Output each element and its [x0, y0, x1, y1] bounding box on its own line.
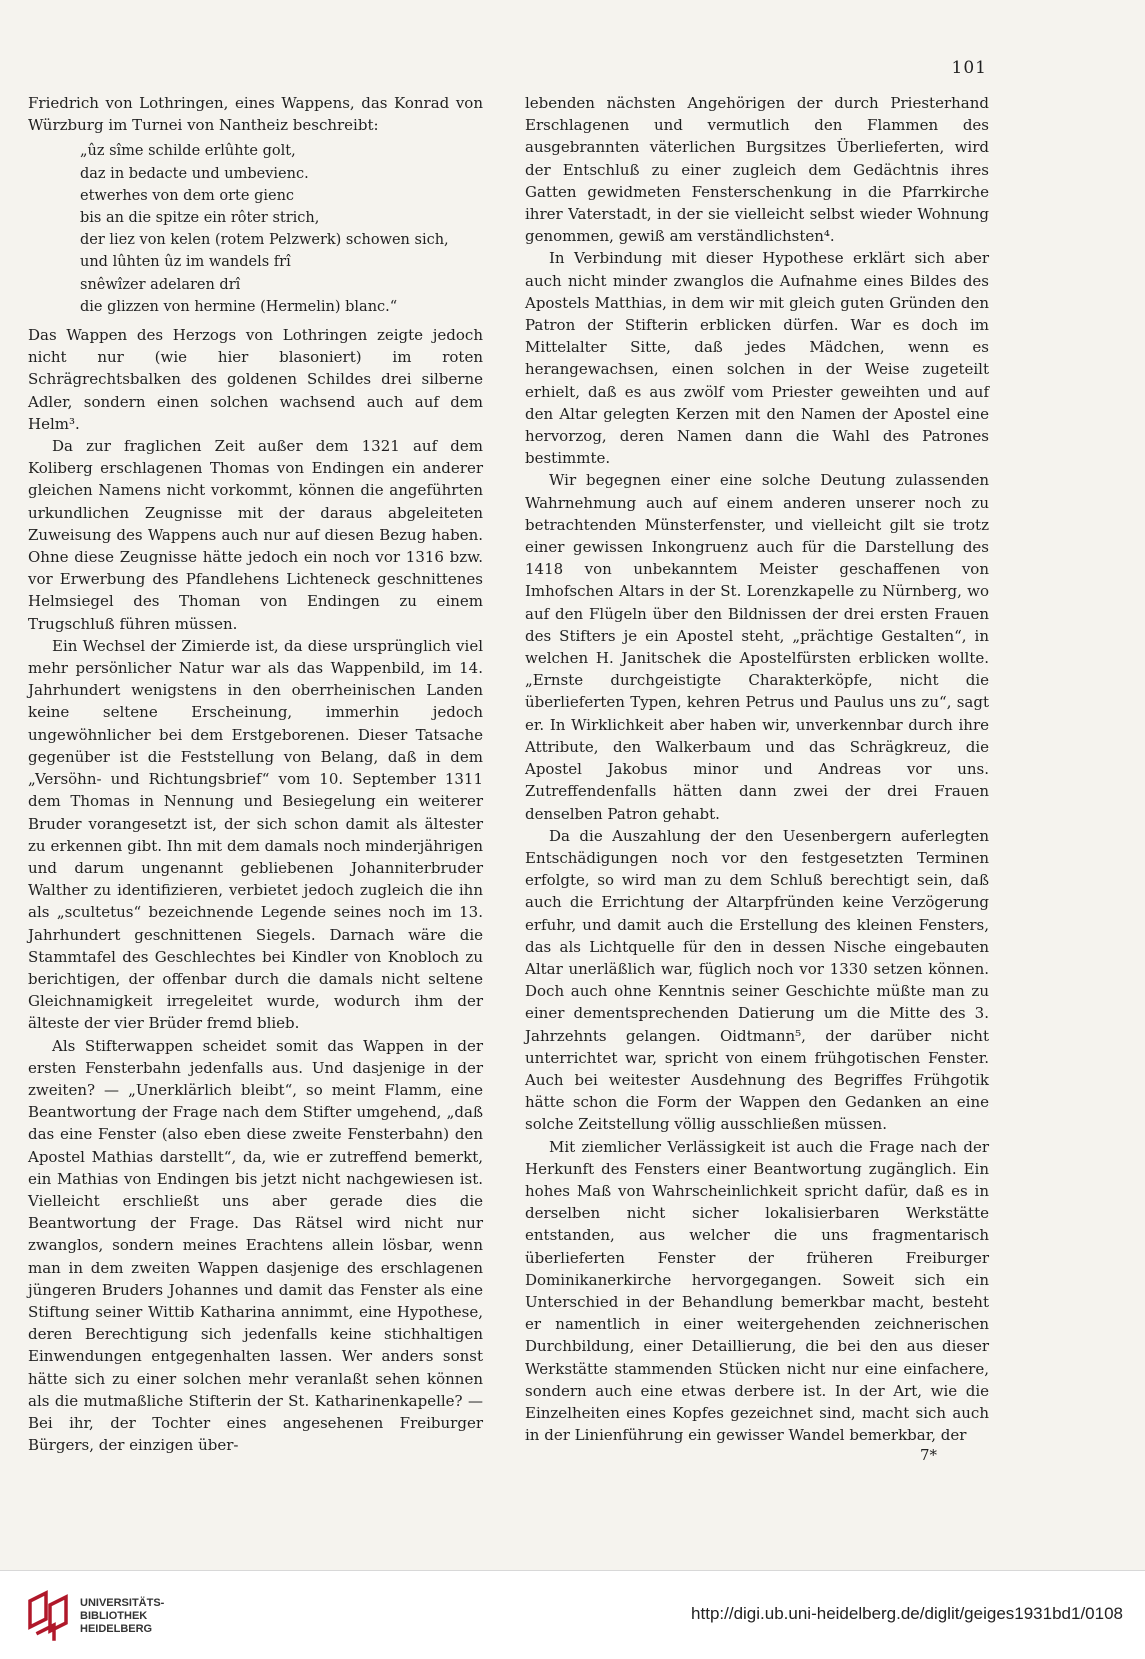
poem-line: daz in bedacte und umbevienc. — [80, 165, 309, 182]
footer-bar — [0, 1570, 1145, 1659]
poem-line: und lûhten ûz im wandels frî — [80, 254, 291, 271]
library-logo-icon — [26, 1589, 70, 1643]
logo-line: UNIVERSITÄTS- — [80, 1597, 165, 1609]
poem-line: etwerhes von dem orte gienc — [80, 187, 295, 204]
paragraph: Ein Wechsel der Zimierde ist, da diese ursprünglich viel mehr persönlicher Natur war als das Wappenbild, im 14. Jahrhundert wenigstens in den oberrheinischen Landen keine seltene Erscheinung, immerhin jedoch ungewöhnlicher bei dem Erstgeborenen. Dieser Tatsache gegenüber ist die Feststellung von Belang, daß in dem „Versöhn- und Richtungsbrief“ vom 10. September 1311 dem Thomas in Nennung und Besiegelung ein weiterer Bruder vorangesetzt ist, der sich schon damit als ältester zu erkennen gibt. Ihn mit dem damals noch minderjährigen und darum ungenannt gebliebenen Johanniterbruder Walther zu identifizieren, verbietet jedoch zugleich die ihn als „scultetus“ bezeichnende Legende seines noch im 13. Jahrhundert geschnittenen Siegels. Darnach wäre die Stammtafel des Geschlechtes bei Kindler von Knobloch zu berichtigen, der offenbar durch die damals nicht seltene Gleichnamigkeit irregeleitet wurde, wodurch ihm der älteste der vier Brüder fremd blieb. — [28, 636, 483, 1033]
paragraph: lebenden nächsten Angehörigen der durch Priesterhand Erschlagenen und vermutlich den Flammen des ausgebrannten väterlichen Burgsitzes Überlieferten, wird der Entschluß zu einer zugleich dem Gedächtnis ihres Gatten gewidmeten Fensterschenkung in die Pfarrkirche ihrer Vaterstadt, in der sie vielleicht selbst wieder Wohnung genommen, gewiß am verständlichsten⁴. — [525, 94, 989, 246]
poem-quote — [80, 140, 483, 318]
page-number: 101 — [951, 58, 987, 78]
paragraph: Mit ziemlicher Verlässigkeit ist auch die Frage nach der Herkunft des Fensters einer Beantwortung zugänglich. Ein hohes Maß von Wahrscheinlichkeit spricht dafür, daß es in derselben nicht sicher lokalisierbaren Werkstätte entstanden, aus welcher die uns fragmentarisch überlieferten Fenster der früheren Freiburger Dominikanerkirche hervorgegangen. Soweit sich ein Unterschied in der Behandlung bemerkbar macht, besteht er namentlich in einer weitergehenden zeichnerischen Durchbildung, einer Detaillierung, die bei den aus dieser Werkstätte stammenden Stücken nicht nur eine einfachere, sondern auch eine etwas derbere ist. In der Art, wie die Einzelheiten eines Kopfes gezeichnet sind, macht sich auch in der Linienführung ein gewisser Wandel bemerkbar, der — [525, 1137, 989, 1445]
signature-mark: 7* — [920, 1446, 938, 1464]
poem-line: der liez von kelen (rotem Pelzwerk) schowen sich, — [80, 232, 449, 249]
logo-line: HEIDELBERG — [80, 1623, 153, 1635]
poem-line: bis an die spitze ein rôter strich, — [80, 210, 320, 227]
paragraph: Da die Auszahlung der den Uesenbergern auferlegten Entschädigungen noch vor den festgesetzten Terminen erfolgte, so wird man zu dem Schluß berechtigt sein, daß auch die Errichtung der Altarpfründen keine Verzögerung erfuhr, und damit auch die Erstellung des kleinen Fensters, das als Lichtquelle für den in dessen Nische eingebauten Altar unerläßlich war, füglich noch vor 1330 setzen können. Doch auch ohne Kenntnis seiner Geschichte müßte man zu einer dementsprechenden Datierung um die Mitte des 3. Jahrzehnts gelangen. Oidtmann⁵, der darüber nicht unterrichtet war, spricht von einem frühgotischen Fenster. Auch bei weitester Ausdehnung des Begriffes Frühgotik hätte schon die Form der Wappen den Gedanken an eine solche Zeitstellung völlig ausschließen müssen. — [525, 826, 989, 1134]
right-column — [525, 92, 989, 1446]
left-column — [28, 92, 483, 1456]
paragraph: Das Wappen des Herzogs von Lothringen zeigte jedoch nicht nur (wie hier blasoniert) im roten Schrägrechtsbalken des goldenen Schildes drei silberne Adler, sondern einen solchen wachsend auch auf dem Helm³. — [28, 326, 483, 433]
paragraph: Da zur fraglichen Zeit außer dem 1321 auf dem Koliberg erschlagenen Thomas von Endingen ein anderer gleichen Namens nicht vorkommt, können die angeführten urkundlichen Zeugnisse mit der daraus abgeleiteten Zuweisung des Wappens auch nur auf diesen Bezug haben. Ohne diese Zeugnisse hätte jedoch ein noch vor 1316 bzw. vor Erwerbung des Pfandlehens Lichteneck geschnittenes Helmsiegel des Thoman von Endingen zu einem Trugschluß führen müssen. — [28, 437, 483, 633]
poem-line: snêwîzer adelaren drî — [80, 276, 241, 293]
paragraph: Friedrich von Lothringen, eines Wappens, das Konrad von Würzburg im Turnei von Nantheiz beschreibt: — [28, 94, 483, 135]
permalink-url[interactable]: http://digi.ub.uni-heidelberg.de/diglit/geiges1931bd1/0108 — [691, 1604, 1123, 1623]
library-logo-text — [80, 1597, 164, 1636]
poem-line: „ûz sîme schilde erlûhte golt, — [80, 143, 296, 160]
paragraph: Wir begegnen einer eine solche Deutung zulassenden Wahrnehmung auch auf einem anderen unserer noch zu betrachtenden Münsterfenster, und vielleicht gilt sie trotz einer gewissen Inkongruenz auch für die Darstellung des 1418 von unbekanntem Meister geschaffenen von Imhofschen Altars in der St. Lorenzkapelle zu Nürnberg, wo auf den Flügeln über den Bildnissen der drei ersten Frauen des Stifters je ein Apostel steht, „prächtige Gestalten“, in welchen H. Janitschek die Apostelfürsten erblicken wollte. „Ernste durchgeistigte Charakterköpfe, nicht die überlieferten Typen, kehren Petrus und Paulus uns zu“, sagt er. In Wirklichkeit aber haben wir, unverkennbar durch ihre Attribute, den Walkerbaum und das Schrägkreuz, die Apostel Jakobus minor und Andreas vor uns. Zutreffendenfalls hätten dann zwei der drei Frauen denselben Patron gehabt. — [525, 471, 989, 823]
paragraph: In Verbindung mit dieser Hypothese erklärt sich aber auch nicht minder zwanglos die Aufnahme eines Bildes des Apostels Matthias, in dem wir mit gleich guten Gründen den Patron der Stifterin erblicken dürfen. War es doch im Mittelalter Sitte, daß jedes Mädchen, wenn es herangewachsen, einen solchen in der Weise zugeteilt erhielt, daß es aus zwölf vom Priester geweihten und auf den Altar gelegten Kerzen mit den Namen der Apostel eine hervorzog, deren Namen dann die Wahl des Patrones bestimmte. — [525, 249, 989, 468]
poem-line: die glizzen von hermine (Hermelin) blanc.“ — [80, 298, 398, 315]
logo-line: BIBLIOTHEK — [80, 1610, 148, 1622]
paragraph: Als Stifterwappen scheidet somit das Wappen in der ersten Fensterbahn jedenfalls aus. Und dasjenige in der zweiten? — „Unerklärlich bleibt“, so meint Flamm, eine Beantwortung der Frage nach dem Stifter umgehend, „daß das eine Fenster (also eben diese zweite Fensterbahn) den Apostel Mathias darstellt“, da, wie er zutreffend bemerkt, ein Mathias von Endingen bis jetzt nicht nachgewiesen ist. Vielleicht erschließt uns aber gerade dies die Beantwortung der Frage. Das Rätsel wird nicht nur zwanglos, sondern meines Erachtens allein lösbar, wenn man in dem zweiten Wappen dasjenige des erschlagenen jüngeren Bruders Johannes und damit das Fenster als eine Stiftung seiner Wittib Katharina annimmt, eine Hypothese, deren Berechtigung sich jedenfalls keine stichhaltigen Einwendungen entgegenhalten lassen. Wer anders sonst hätte sich zu einer solchen mehr veranlaßt sehen können als die mutmaßliche Stifterin der St. Katharinenkapelle? — Bei ihr, der Tochter eines angesehenen Freiburger Bürgers, der einzigen über- — [28, 1036, 483, 1455]
